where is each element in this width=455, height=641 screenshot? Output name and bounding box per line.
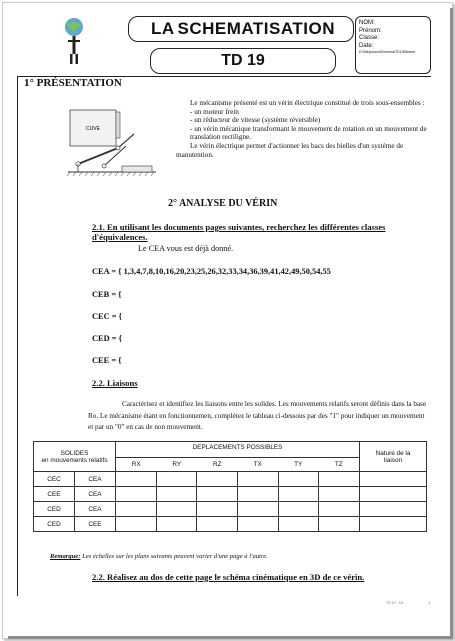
table-row <box>34 502 427 517</box>
cell-input[interactable] <box>237 472 278 487</box>
row-4-solid-a: CED <box>34 517 75 532</box>
nature-cell[interactable] <box>360 517 427 532</box>
solides-header-line-1: SOLIDES <box>60 449 89 457</box>
page-shadow-bottom <box>8 636 453 639</box>
cell-input[interactable] <box>197 517 238 532</box>
remark-text: Les échelles sur les plans suivants peuvent varier d'une page à l'autre. <box>82 553 268 560</box>
solides-header <box>34 442 116 472</box>
table-row <box>34 517 427 532</box>
class-ced: CED = { <box>92 334 122 343</box>
col-rx: RX <box>131 461 141 468</box>
nature-header-line-2: liaison <box>383 456 403 464</box>
col-tx: TX <box>253 461 262 468</box>
student-id-box <box>355 16 431 74</box>
solides-header-line-2: en mouvements relatifs <box>41 456 108 464</box>
table-row <box>34 487 427 502</box>
class-cea: CEA = { 1,3,4,7,8,10,16,20,23,25,26,32,33,34,36,39,41,42,49,50,54,55 <box>92 267 331 276</box>
table-row <box>34 472 427 487</box>
cell-input[interactable] <box>156 472 197 487</box>
nature-header-line-1: Nature de la <box>375 449 411 457</box>
date-field: Date: <box>359 42 374 49</box>
remark-label: Remarque: <box>50 553 81 560</box>
cea-note: Le CEA vous est déjà donné. <box>138 244 234 253</box>
page-frame <box>2 2 453 639</box>
cell-input[interactable] <box>197 487 238 502</box>
section-2-title: 2° ANALYSE DU VÉRIN <box>168 198 278 209</box>
cell-input[interactable] <box>156 517 197 532</box>
school-logo-icon <box>56 16 92 66</box>
question-2-2-schema: 2.2. Réalisez au dos de cette page le schéma cinématique en 3D de ce vérin. <box>92 572 365 582</box>
nature-cell[interactable] <box>360 472 427 487</box>
question-2-2: 2.2. Liaisons <box>92 378 138 388</box>
deplacements-header <box>116 442 360 472</box>
document-subtitle: TD 19 <box>150 48 336 74</box>
deplacements-header-label: DEPLACEMENTS POSSIBLES <box>192 444 283 451</box>
cell-input[interactable] <box>278 502 319 517</box>
col-rz: RZ <box>212 461 222 468</box>
remark <box>50 553 268 560</box>
page-number: 1 <box>428 600 431 605</box>
cell-input[interactable] <box>319 517 360 532</box>
presentation-intro: Le mécanisme présenté est un vérin électrique constitué de trois sous-ensembles : <box>190 99 425 107</box>
cell-input[interactable] <box>156 487 197 502</box>
document-title <box>128 16 354 42</box>
cell-input[interactable] <box>116 487 157 502</box>
row-1-solid-a: CEC <box>34 472 75 487</box>
presentation-item-2: - un réducteur de vitesse (système réversible) <box>190 116 321 125</box>
nature-cell[interactable] <box>360 502 427 517</box>
row-4-solid-b: CEE <box>75 517 116 532</box>
row-3-solid-a: CED <box>34 502 75 517</box>
nature-header <box>360 442 427 472</box>
dof-columns <box>116 457 359 468</box>
row-1-solid-b: CEA <box>75 472 116 487</box>
row-2-solid-b: CEA <box>75 487 116 502</box>
class-cee: CEE = { <box>92 356 122 365</box>
cell-input[interactable] <box>278 517 319 532</box>
file-path: D:\Step\cours\Schema\TD19\Moteur <box>359 50 416 54</box>
question-2-1: 2.1. En utilisant les documents pages suivantes, recherchez les différentes classes d'équivalences. <box>92 222 386 242</box>
presentation-item-1: - un moteur frein <box>190 107 239 116</box>
class-cec: CEC = { <box>92 312 122 321</box>
diagram-label: CUVE <box>86 126 100 132</box>
cell-input[interactable] <box>237 502 278 517</box>
firstname-field: Prénom: <box>359 27 382 34</box>
col-ty: TY <box>294 461 303 468</box>
liaisons-table <box>33 441 427 532</box>
col-ry: RY <box>172 461 182 468</box>
cell-input[interactable] <box>237 517 278 532</box>
class-ceb: CEB = { <box>92 290 122 299</box>
col-tz: TZ <box>334 461 343 468</box>
title-word-2: SCHEMATISATION <box>177 19 335 38</box>
row-3-solid-b: CEA <box>75 502 116 517</box>
cell-input[interactable] <box>319 502 360 517</box>
cell-input[interactable] <box>116 502 157 517</box>
presentation-purpose: Le vérin électrique permet d'actionner les bacs des bielles d'un système de manutention. <box>176 141 404 159</box>
title-word-1: LA <box>151 19 175 38</box>
presentation-item-3: - un vérin mécanique transformant le mouvement de rotation en un mouvement de translation rectiligne. <box>190 124 427 142</box>
section-1-title: 1° PRÉSENTATION <box>24 77 122 89</box>
footer-ref: TD 19 · 2/4 <box>386 601 404 605</box>
cell-input[interactable] <box>116 517 157 532</box>
page-shadow-right <box>450 8 453 638</box>
liaisons-instructions: Caractérisez et identifiez les liaisons entre les solides. Les mouvements relatifs seront définis dans la base Ro. Le mécanisme étant en fonctionnemen, complétez le tableau ci-dessous par des "1" pour indiquer un mouvement et par un "0" en cas de non mouvement. <box>88 400 427 431</box>
presentation-text <box>176 99 431 159</box>
class-field: Classe: <box>359 35 380 41</box>
left-margin-line <box>17 76 18 596</box>
name-field: NOM: <box>359 20 375 26</box>
cell-input[interactable] <box>237 487 278 502</box>
cell-input[interactable] <box>156 502 197 517</box>
mechanism-diagram <box>66 108 166 188</box>
cell-input[interactable] <box>197 472 238 487</box>
cell-input[interactable] <box>116 472 157 487</box>
cell-input[interactable] <box>319 472 360 487</box>
cell-input[interactable] <box>197 502 238 517</box>
cell-input[interactable] <box>278 472 319 487</box>
row-2-solid-a: CEE <box>34 487 75 502</box>
cell-input[interactable] <box>278 487 319 502</box>
cell-input[interactable] <box>319 487 360 502</box>
nature-cell[interactable] <box>360 487 427 502</box>
